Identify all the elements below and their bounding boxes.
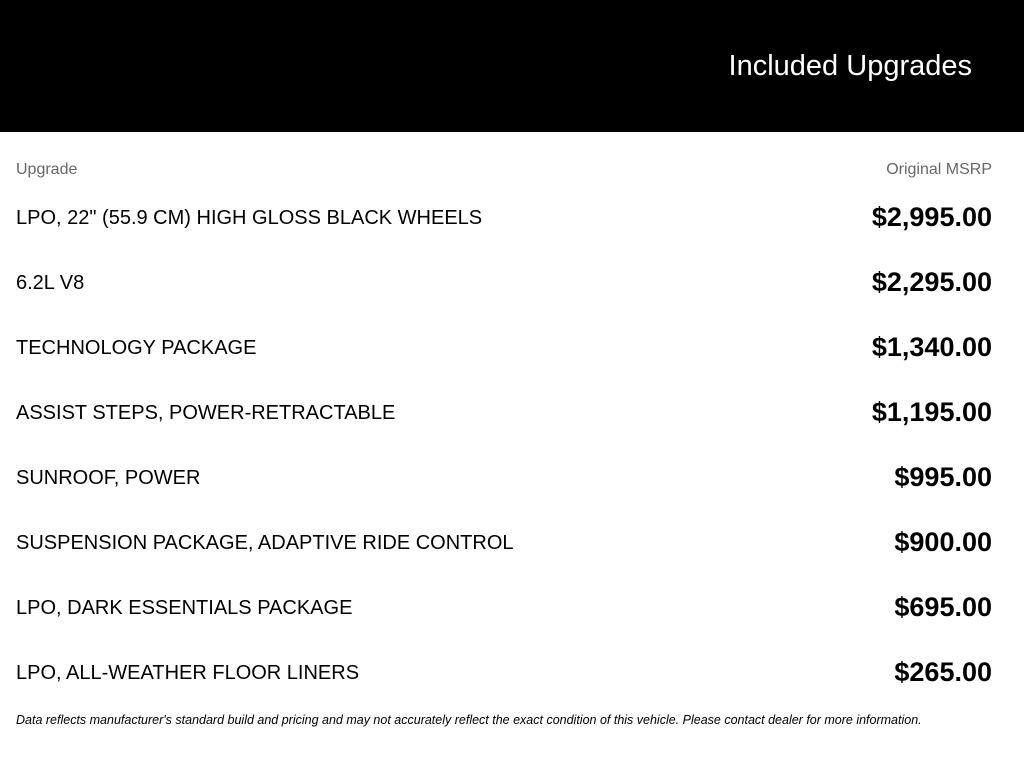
table-row [16, 197, 992, 262]
upgrade-name: 6.2L V8 [16, 272, 85, 294]
table-row [16, 262, 992, 327]
upgrade-price: $2,295.00 [871, 267, 992, 297]
upgrade-price: $900.00 [894, 527, 992, 557]
page-title: Included Upgrades [728, 50, 972, 82]
upgrade-price: $1,340.00 [871, 332, 992, 362]
upgrade-price: $265.00 [894, 657, 992, 687]
upgrade-name: LPO, DARK ESSENTIALS PACKAGE [16, 597, 353, 619]
table-row [16, 587, 992, 652]
upgrade-price: $2,995.00 [871, 202, 992, 232]
upgrade-name: ASSIST STEPS, POWER-RETRACTABLE [16, 402, 396, 424]
table-header-row [16, 160, 992, 180]
upgrade-name: TECHNOLOGY PACKAGE [16, 337, 257, 359]
column-header-msrp: Original MSRP [886, 161, 992, 178]
upgrade-name: SUSPENSION PACKAGE, ADAPTIVE RIDE CONTROL [16, 532, 514, 554]
upgrade-name: LPO, 22" (55.9 CM) HIGH GLOSS BLACK WHEELS [16, 207, 483, 229]
header-banner [0, 0, 1024, 132]
table-row [16, 522, 992, 587]
upgrade-price: $1,195.00 [871, 397, 992, 427]
table-row [16, 652, 992, 717]
column-header-upgrade: Upgrade [16, 161, 78, 178]
upgrade-price: $695.00 [894, 592, 992, 622]
table-body [16, 197, 992, 717]
disclaimer-text: Data reflects manufacturer's standard build and pricing and may not accurately reflect the exact condition of this vehicle. Please contact dealer for more information. [16, 713, 922, 727]
table-row [16, 327, 992, 392]
upgrade-name: LPO, ALL-WEATHER FLOOR LINERS [16, 662, 360, 684]
table-row [16, 457, 992, 522]
table-row [16, 392, 992, 457]
upgrade-name: SUNROOF, POWER [16, 467, 201, 489]
upgrade-price: $995.00 [894, 462, 992, 492]
